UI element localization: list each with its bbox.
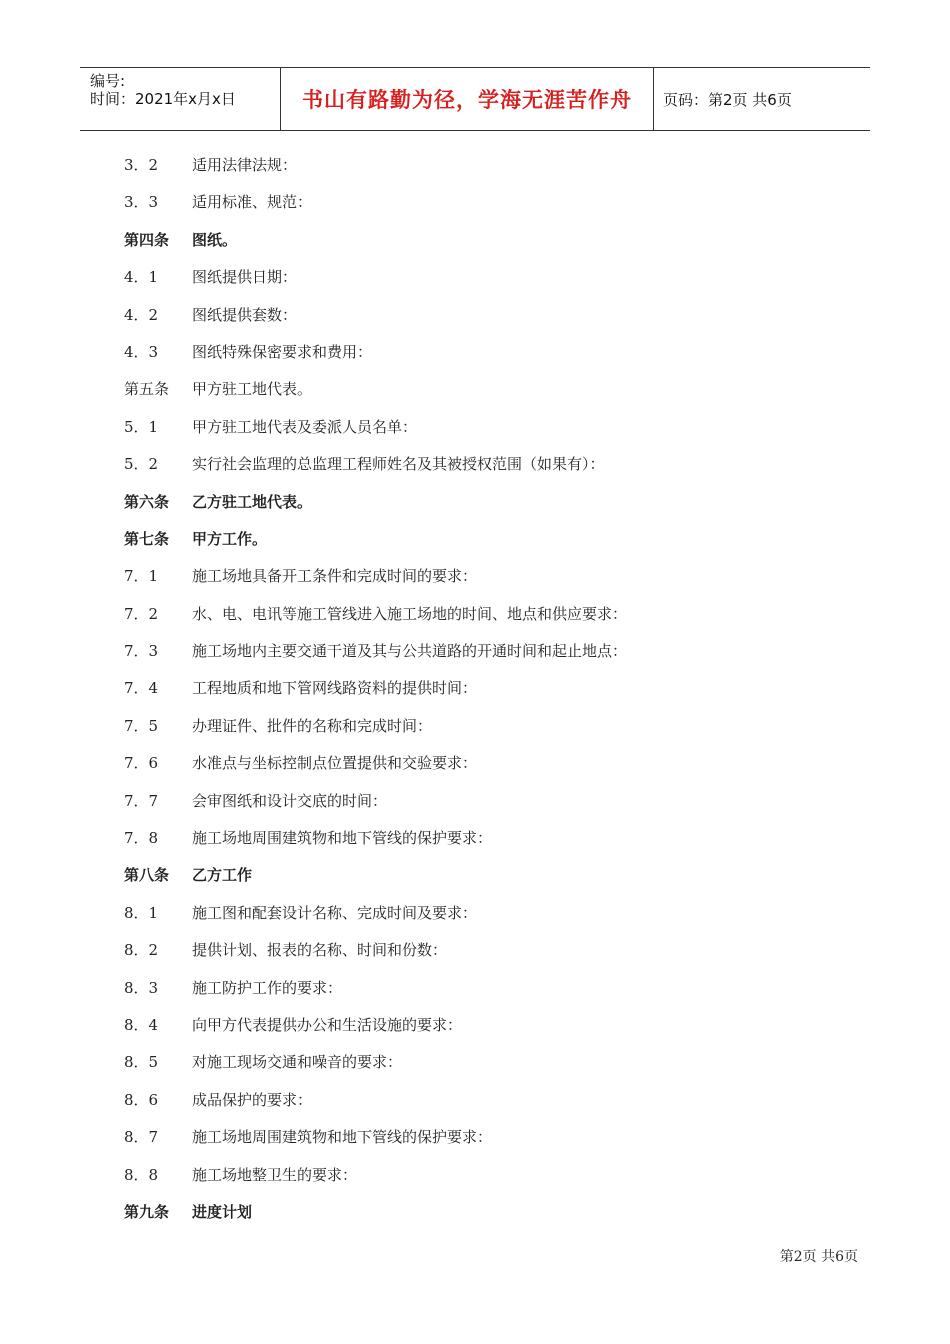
clause-line: [124, 1007, 844, 1044]
article-heading: [124, 521, 844, 558]
clause-number: 4．2: [124, 305, 159, 324]
clause-line: [124, 334, 844, 371]
clause-number: 8．3: [124, 978, 159, 997]
page-header: [80, 67, 870, 131]
clause-line: [124, 1044, 844, 1081]
article-heading: [124, 857, 844, 894]
clause-text: 施工场地周围建筑物和地下管线的保护要求：: [192, 829, 493, 848]
clause-line: [124, 633, 844, 670]
clause-number: 7．6: [124, 754, 159, 773]
clause-number: 第七条: [124, 529, 170, 548]
date-label: 时间：2021年x月x日: [90, 90, 236, 108]
header-page-label: 页码：第2页 共6页: [663, 90, 792, 109]
clause-number: 7．5: [124, 716, 159, 735]
article-heading: [124, 484, 844, 521]
header-meta: [80, 68, 281, 130]
clause-number: 第六条: [124, 492, 170, 511]
clause-line: [124, 895, 844, 932]
clause-number: 8．8: [124, 1165, 159, 1184]
clause-number: 4．3: [124, 342, 159, 361]
clause-number: 8．5: [124, 1053, 159, 1072]
clause-line: [124, 745, 844, 782]
clause-number: 5．1: [124, 417, 159, 436]
clause-line: [124, 297, 844, 334]
clause-number: 8．7: [124, 1128, 159, 1147]
clause-line: [124, 558, 844, 595]
code-label: 编号:: [90, 72, 126, 90]
clause-number: 第五条: [124, 380, 170, 399]
clause-number: 3．3: [124, 193, 159, 212]
clause-text: 施工防护工作的要求：: [192, 978, 343, 997]
clause-number: 7．7: [124, 791, 159, 810]
clause-number: 8．2: [124, 941, 159, 960]
clause-line: [124, 446, 844, 483]
clause-number: 第四条: [124, 230, 170, 249]
clause-number: 7．1: [124, 567, 159, 586]
clause-number: 4．1: [124, 268, 159, 287]
clause-text: 施工图和配套设计名称、完成时间及要求：: [192, 903, 478, 922]
clause-text: 进度计划: [192, 1202, 253, 1221]
clause-text: 水准点与坐标控制点位置提供和交验要求：: [192, 754, 478, 773]
clause-text: 实行社会监理的总监理工程师姓名及其被授权范围（如果有）：: [192, 455, 605, 474]
clause-line: [124, 184, 844, 221]
clause-line: [124, 1082, 844, 1119]
clause-number: 7．3: [124, 642, 159, 661]
clause-text: 施工场地周围建筑物和地下管线的保护要求：: [192, 1128, 493, 1147]
clause-line: [124, 1157, 844, 1194]
clause-text: 会审图纸和设计交底的时间：: [192, 791, 388, 810]
clause-number: 7．8: [124, 829, 159, 848]
clause-text: 施工场地整卫生的要求：: [192, 1165, 358, 1184]
clause-line: [124, 371, 844, 408]
clause-text: 对施工现场交通和噪音的要求：: [192, 1053, 403, 1072]
clause-text: 向甲方代表提供办公和生活设施的要求：: [192, 1015, 463, 1034]
clause-text: 成品保护的要求：: [192, 1090, 313, 1109]
clause-number: 3．2: [124, 156, 159, 174]
clause-text: 施工场地内主要交通干道及其与公共道路的开通时间和起止地点：: [192, 642, 628, 661]
clause-line: [124, 783, 844, 820]
clause-text: 办理证件、批件的名称和完成时间：: [192, 716, 433, 735]
article-heading: [124, 222, 844, 259]
clause-line: [124, 970, 844, 1007]
clause-text: 图纸特殊保密要求和费用：: [192, 342, 373, 361]
clause-text: 适用标准、规范：: [192, 193, 313, 212]
clause-number: 第九条: [124, 1202, 170, 1221]
clause-text: 工程地质和地下管网线路资料的提供时间：: [192, 679, 478, 698]
footer-page-number: 第2页 共6页: [779, 1249, 858, 1265]
clause-text: 图纸提供日期：: [192, 268, 298, 287]
clause-text: 乙方驻工地代表。: [192, 492, 313, 511]
clause-line: [124, 596, 844, 633]
clause-line: [124, 708, 844, 745]
clause-text: 甲方驻工地代表及委派人员名单：: [192, 417, 418, 436]
clause-number: 7．2: [124, 604, 159, 623]
clause-number: 7．4: [124, 679, 159, 698]
clause-text: 适用法律法规：: [192, 156, 298, 174]
clause-number: 8．6: [124, 1090, 159, 1109]
clause-text: 提供计划、报表的名称、时间和份数：: [192, 941, 448, 960]
clause-text: 乙方工作: [192, 866, 253, 885]
clause-text: 施工场地具备开工条件和完成时间的要求：: [192, 567, 478, 586]
clause-text: 图纸。: [192, 230, 238, 249]
clause-line: [124, 1119, 844, 1156]
document-body: [124, 147, 844, 1231]
clause-line: [124, 259, 844, 296]
clause-number: 5．2: [124, 455, 159, 474]
clause-line: [124, 820, 844, 857]
article-heading: [124, 1194, 844, 1231]
clause-text: 甲方驻工地代表。: [192, 380, 313, 399]
clause-number: 第八条: [124, 866, 170, 885]
clause-number: 8．1: [124, 903, 159, 922]
clause-line: [124, 409, 844, 446]
clause-text: 水、电、电讯等施工管线进入施工场地的时间、地点和供应要求：: [192, 604, 628, 623]
clause-line: [124, 932, 844, 969]
clause-text: 甲方工作。: [192, 529, 268, 548]
clause-line: [124, 147, 844, 184]
clause-number: 8．4: [124, 1015, 159, 1034]
clause-text: 图纸提供套数：: [192, 305, 298, 324]
header-motto: 书山有路勤为径，学海无涯苦作舟: [281, 68, 654, 130]
clause-line: [124, 670, 844, 707]
